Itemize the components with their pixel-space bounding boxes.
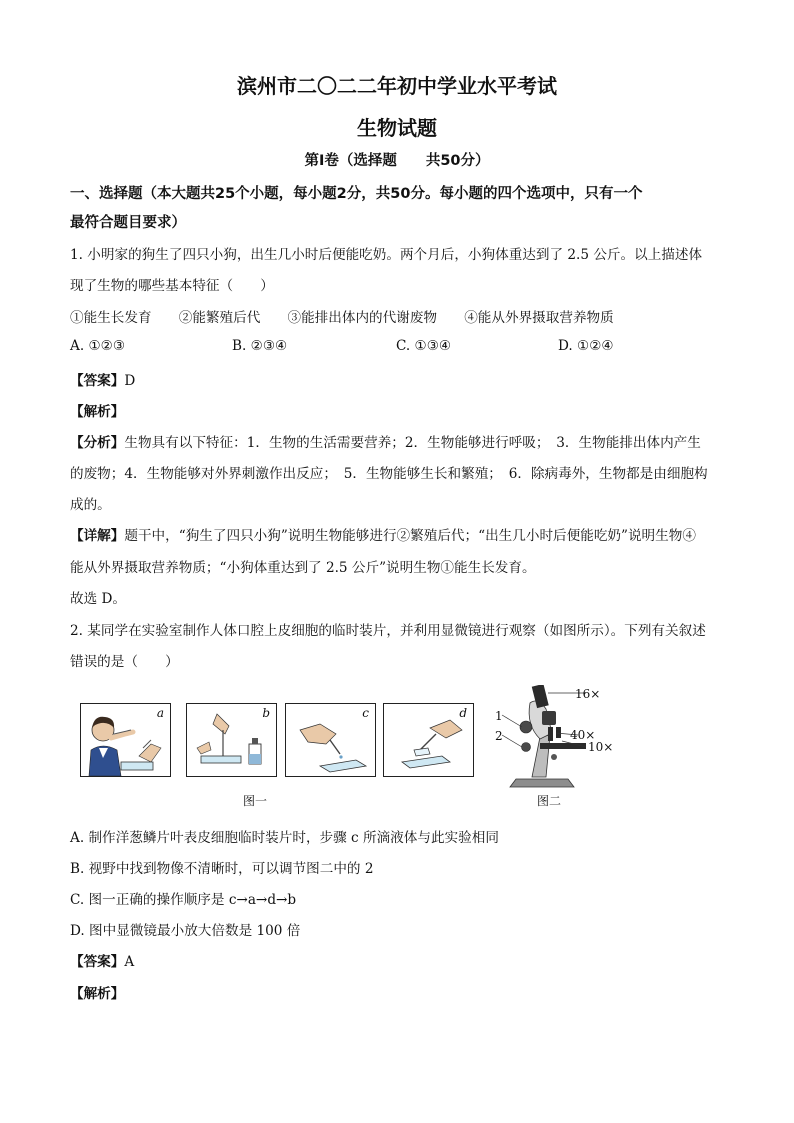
document-title: 滨州市二〇二二年初中学业水平考试 bbox=[237, 74, 557, 98]
q1-answer-value: D bbox=[124, 373, 136, 389]
figure1-caption: 图一 bbox=[243, 794, 268, 808]
figure1-panel-c bbox=[285, 703, 376, 777]
q1-xiangjie-line2: 能从外界摄取营养物质；“小狗体重达到了 2.5 公斤”说明生物①能生长发育。 bbox=[70, 560, 536, 576]
q2-answer-row bbox=[70, 950, 134, 970]
panel-label: c bbox=[362, 706, 369, 720]
q2-analysis-tag: 【解析】 bbox=[70, 986, 125, 1002]
answer-tag: 【答案】 bbox=[70, 373, 125, 389]
volume-heading: 第Ⅰ卷（选择题 共50分） bbox=[304, 153, 490, 169]
q2-option-d: D. 图中显微镜最小放大倍数是 100 倍 bbox=[70, 923, 301, 939]
section-heading-line1: 一、选择题（本大题共25个小题，每小题2分，共50分。每小题的四个选项中，只有一个 bbox=[70, 186, 643, 202]
subject-title: 生物试题 bbox=[357, 116, 437, 140]
part-2-label: 2 bbox=[495, 729, 503, 743]
objective-low-label: 10× bbox=[588, 740, 614, 754]
q1-option-d: D. ①②④ bbox=[558, 338, 614, 354]
q1-fenxi-line2: 的废物；4．生物能够对外界刺激作出反应； 5．生物能够生长和繁殖； 6．除病毒外，生物都是由细胞构 bbox=[70, 466, 708, 482]
q2-option-b: B. 视野中找到物像不清晰时，可以调节图二中的 2 bbox=[70, 861, 374, 877]
q1-stem-line1: 1. 小明家的狗生了四只小狗，出生几小时后便能吃奶。两个月后，小狗体重达到了 2.5 公斤。以上描述体 bbox=[70, 247, 703, 263]
q2-option-a: A. 制作洋葱鳞片叶表皮细胞临时装片时，步骤 c 所滴液体与此实验相同 bbox=[70, 830, 499, 846]
figure1-panel-d bbox=[383, 703, 474, 777]
q1-choose: 故选 D。 bbox=[70, 591, 127, 607]
q1-answer-row bbox=[70, 369, 135, 389]
part-1-label: 1 bbox=[495, 709, 503, 723]
q2-stem-line1: 2. 某同学在实验室制作人体口腔上皮细胞的临时装片，并利用显微镜进行观察（如图所示）。下列有关叙述 bbox=[70, 623, 706, 639]
fenxi-text-1: 生物具有以下特征：1．生物的生活需要营养；2．生物能够进行呼吸； 3．生物能排出体内产生 bbox=[124, 435, 701, 451]
figure2-caption: 图二 bbox=[537, 794, 562, 808]
q1-stem-line2: 现了生物的哪些基本特征（ ） bbox=[70, 278, 274, 294]
eyepiece-label: 16× bbox=[575, 687, 601, 701]
q2-stem-line2: 错误的是（ ） bbox=[70, 654, 179, 670]
fenxi-tag: 【分析】 bbox=[70, 435, 125, 451]
figure1-panel-a bbox=[80, 703, 171, 777]
xiangjie-text-1: 题干中，“狗生了四只小狗”说明生物能够进行②繁殖后代；“出生几小时后便能吃奶”说明生物④ bbox=[124, 528, 696, 544]
microscope-illustration bbox=[490, 685, 630, 790]
answer-tag: 【答案】 bbox=[70, 954, 125, 970]
q1-option-a: A. ①②③ bbox=[70, 338, 126, 354]
panel-label: d bbox=[459, 706, 467, 720]
xiangjie-tag: 【详解】 bbox=[70, 528, 125, 544]
q1-fenxi-line3: 成的。 bbox=[70, 497, 111, 513]
figure1-panel-b bbox=[186, 703, 277, 777]
q1-option-b: B. ②③④ bbox=[232, 338, 288, 354]
q1-option-c: C. ①③④ bbox=[396, 338, 452, 354]
panel-label: b bbox=[262, 706, 270, 720]
q2-option-c: C. 图一正确的操作顺序是 c→a→d→b bbox=[70, 892, 297, 908]
q1-analysis-tag: 【解析】 bbox=[70, 404, 125, 420]
q1-fenxi-line1 bbox=[70, 431, 701, 451]
section-heading-line2: 最符合题目要求） bbox=[70, 215, 186, 231]
panel-label: a bbox=[156, 706, 164, 720]
q2-answer-value: A bbox=[124, 954, 135, 970]
q1-statements: ①能生长发育 ②能繁殖后代 ③能排出体内的代谢废物 ④能从外界摄取营养物质 bbox=[70, 310, 614, 326]
objective-high-label: 40× bbox=[570, 728, 596, 742]
q1-xiangjie-line1 bbox=[70, 524, 696, 544]
